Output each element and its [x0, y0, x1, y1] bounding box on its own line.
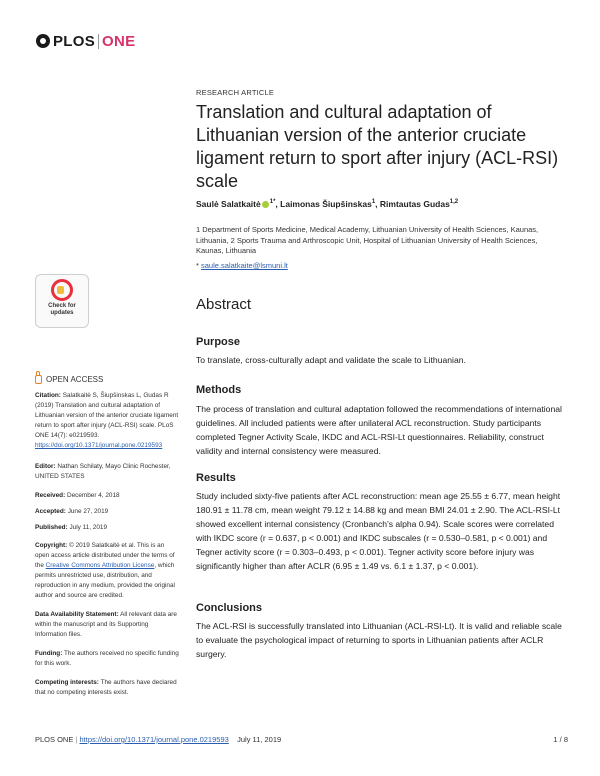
- data-availability-label: Data Availability Statement:: [35, 611, 119, 618]
- author-name[interactable]: Laimonas Šiupšinskas: [280, 199, 372, 209]
- conclusions-text: The ACL-RSI is successfully translated into Lithuanian (ACL-RSI-Lt). It is valid and reliable scale to evaluate the psychological impact of returning to sports in Lithuanian patients after ACLR surgery.: [196, 621, 562, 659]
- editor-text: Nathan Schilaty, Mayo Clinic Rochester, UNITED STATES: [35, 463, 171, 480]
- editor: [35, 462, 180, 482]
- accepted-text: June 27, 2019: [67, 508, 109, 515]
- received-label: Received:: [35, 492, 66, 499]
- open-lock-icon: [35, 375, 42, 384]
- competing-interests: [35, 678, 180, 698]
- check-updates-icon: [51, 279, 73, 301]
- page-footer: [35, 735, 281, 744]
- data-availability: [35, 610, 180, 640]
- author-affiliation-sup: 1: [371, 199, 376, 206]
- published-text: July 11, 2019: [69, 524, 107, 531]
- plos-logo-mark-icon: [36, 34, 50, 48]
- open-access-label: [35, 375, 103, 384]
- article-title: Translation and cultural adaptation of Lithuanian version of the anterior cruciate ligament return to sport after injury (ACL-RSI) scale: [196, 102, 559, 191]
- author-affiliation-sup: 1,2: [449, 199, 459, 206]
- funding-text: The authors received no specific funding for this work.: [35, 650, 179, 667]
- cc-license-link[interactable]: Creative Commons Attribution License: [45, 562, 155, 569]
- footer-journal: PLOS ONE: [35, 735, 74, 744]
- competing-interests-text: The authors have declared that no competing interests exist.: [35, 679, 177, 696]
- orcid-icon[interactable]: [262, 201, 269, 208]
- purpose-heading: Purpose: [196, 336, 241, 348]
- citation: [35, 391, 180, 451]
- author-name[interactable]: Rimtautas Gudas: [379, 199, 450, 209]
- published-date: [35, 523, 180, 533]
- methods-text: The process of translation and cultural adaptation followed the recommendations of international guidelines. All included patients were after unilateral ACL reconstruction. Study participants completed Tegner Activity Scale, IKDC and ACL-RSI-Lt questionnaires. Reliability, construct validity and internal consistency were measured.: [196, 404, 562, 456]
- check-for-updates-badge[interactable]: [35, 274, 89, 328]
- article-type: RESEARCH ARTICLE: [196, 88, 275, 97]
- corresponding-marker: *: [273, 199, 276, 206]
- logo-one-text: ONE: [102, 32, 136, 50]
- correspondence: [196, 261, 288, 270]
- check-updates-label: Check for updates: [48, 303, 76, 316]
- logo-separator: [98, 34, 99, 49]
- accepted-date: [35, 507, 180, 517]
- published-label: Published:: [35, 524, 68, 531]
- logo-plos-text: PLOS: [53, 32, 96, 50]
- conclusions-heading: Conclusions: [196, 602, 263, 614]
- purpose-text: To translate, cross-culturally adapt and validate the scale to Lithuanian.: [196, 355, 466, 365]
- author-list: Saulė Salatkaitė $^{1*}$, Laimonas Šiupšinskas$^1$, Rimtautas Gudas$^{1,2}$: [196, 199, 459, 209]
- citation-label: Citation:: [35, 392, 61, 399]
- affiliations: 1 Department of Sports Medicine, Medical Academy, Lithuanian University of Health Sciences, Kaunas, Lithuania, 2 Sports Trauma and Arthroscopic Unit, Hospital of Lithuanian University of Health Sciences, Kaunas, Lithuania: [196, 225, 539, 255]
- copyright-text-cont: , which permits unrestricted use, distribution, and reproduction in any medium, provided the original author and source are credited.: [35, 562, 175, 599]
- received-text: December 4, 2018: [66, 492, 120, 499]
- copyright-label: Copyright:: [35, 542, 68, 549]
- received-date: [35, 491, 180, 501]
- author-name[interactable]: Saulė Salatkaitė: [196, 199, 261, 209]
- page-number: 1 / 8: [553, 735, 568, 744]
- abstract-heading: Abstract: [196, 296, 252, 313]
- methods-heading: Methods: [196, 384, 242, 396]
- funding: [35, 649, 180, 669]
- accepted-label: Accepted:: [35, 508, 66, 515]
- correspondence-marker: *: [196, 261, 199, 270]
- copyright-text: © 2019 Salatkaitė et al. This is an open access article distributed under the terms of the: [35, 542, 175, 569]
- citation-doi-link[interactable]: https://doi.org/10.1371/journal.pone.0219593: [35, 442, 163, 449]
- plos-one-logo: [36, 31, 135, 51]
- data-availability-text: All relevant data are within the manuscript and its Supporting Information files.: [35, 611, 177, 638]
- citation-text: Salatkaitė S, Šiupšinskas L, Gudas R (2019) Translation and cultural adaptation of Lithuanian version of the anterior cruciate ligament return to sport after injury (ACL-RSI) scale. PLoS ONE 14(7): e0219593.: [35, 392, 179, 439]
- footer-doi-link[interactable]: https://doi.org/10.1371/journal.pone.0219593: [79, 735, 229, 744]
- open-access-text: OPEN ACCESS: [46, 375, 104, 384]
- editor-label: Editor:: [35, 463, 56, 470]
- footer-separator: |: [75, 735, 78, 744]
- results-text: Study included sixty-five patients after ACL reconstruction: mean age 25.55 ± 6.77, mean height 180.91 ± 11.78 cm, mean weight 79.12 ± 14.88 kg and mean BMI 24.01 ± 2.90. The ACL-RSI-Lt showed excellent internal consistency (Cronbanch's alpha 0.94). Scale scores were correlated with IKDC score (r = 0.637, p < 0.001) and IKDC subscales (r = 0.530–0.581, p < 0.001) and Tegner activity score (r = 0.303–0.493, p < 0.001). Tegner activity score before injury was significantly higher than after ACLR (6.95 ± 1.49 vs. 6.1 ± 1.37, p < 0.001).: [196, 491, 561, 571]
- footer-date: July 11, 2019: [237, 735, 282, 744]
- results-heading: Results: [196, 472, 236, 484]
- copyright: [35, 541, 180, 601]
- competing-interests-label: Competing interests:: [35, 679, 99, 686]
- funding-label: Funding:: [35, 650, 63, 657]
- author-affiliation-sup: 1: [269, 199, 274, 206]
- correspondence-email-link[interactable]: saule.salatkaite@lsmuni.lt: [201, 261, 288, 270]
